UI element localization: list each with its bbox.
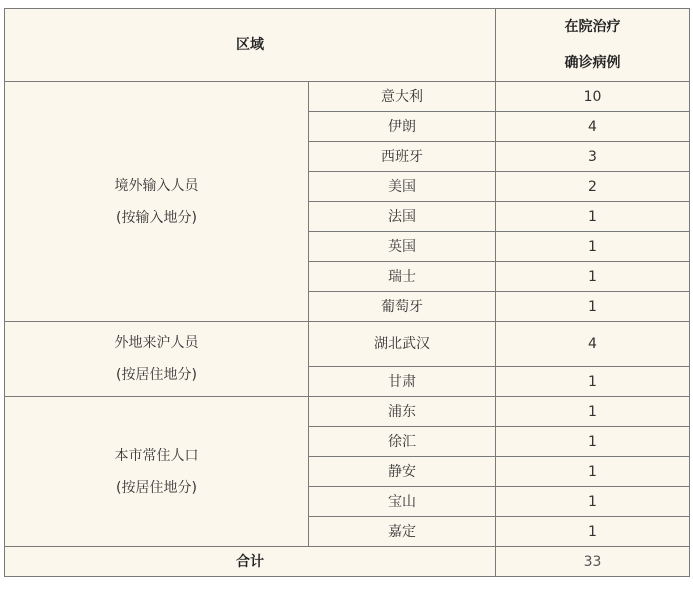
count-cell: 4 [496,322,690,367]
count-cell: 1 [496,202,690,232]
group-name: 本市常住人口 [114,447,199,464]
place-cell: 英国 [309,232,496,262]
table-row [5,397,690,427]
count-cell: 1 [496,292,690,322]
group-note: (按居住地分) [116,367,197,383]
count-cell: 1 [496,397,690,427]
group-note: (按输入地分) [116,209,197,226]
case-table [4,8,690,577]
group-label-resident [5,397,309,547]
count-header-line-1: 在院治疗 [564,19,621,35]
count-cell: 3 [496,142,690,172]
table-row [5,82,690,112]
place-cell: 伊朗 [309,112,496,142]
count-cell: 1 [496,262,690,292]
count-cell: 1 [496,517,690,547]
group-name: 外地来沪人员 [114,335,199,351]
place-cell: 湖北武汉 [309,322,496,367]
group-note: (按居住地分) [116,479,197,496]
count-cell: 2 [496,172,690,202]
total-row [5,547,690,577]
count-cell: 1 [496,367,690,397]
count-cell: 4 [496,112,690,142]
place-cell: 嘉定 [309,517,496,547]
group-label-nonlocal [5,322,309,397]
place-cell: 徐汇 [309,427,496,457]
place-cell: 静安 [309,457,496,487]
count-cell: 1 [496,427,690,457]
header-row [5,9,690,82]
place-cell: 瑞士 [309,262,496,292]
place-cell: 浦东 [309,397,496,427]
group-name: 境外输入人员 [114,177,199,194]
place-cell: 意大利 [309,82,496,112]
count-header-line-2: 确诊病例 [564,55,621,71]
count-cell: 1 [496,457,690,487]
count-header [496,9,690,82]
place-cell: 宝山 [309,487,496,517]
place-cell: 葡萄牙 [309,292,496,322]
place-cell: 甘肃 [309,367,496,397]
place-cell: 美国 [309,172,496,202]
count-cell: 1 [496,487,690,517]
group-label-imported [5,82,309,322]
case-table-body [5,9,690,577]
place-cell: 法国 [309,202,496,232]
total-value: 33 [496,547,690,577]
count-cell: 1 [496,232,690,262]
table-row [5,322,690,367]
count-cell: 10 [496,82,690,112]
place-cell: 西班牙 [309,142,496,172]
region-header: 区域 [5,9,496,82]
total-label: 合计 [5,547,496,577]
